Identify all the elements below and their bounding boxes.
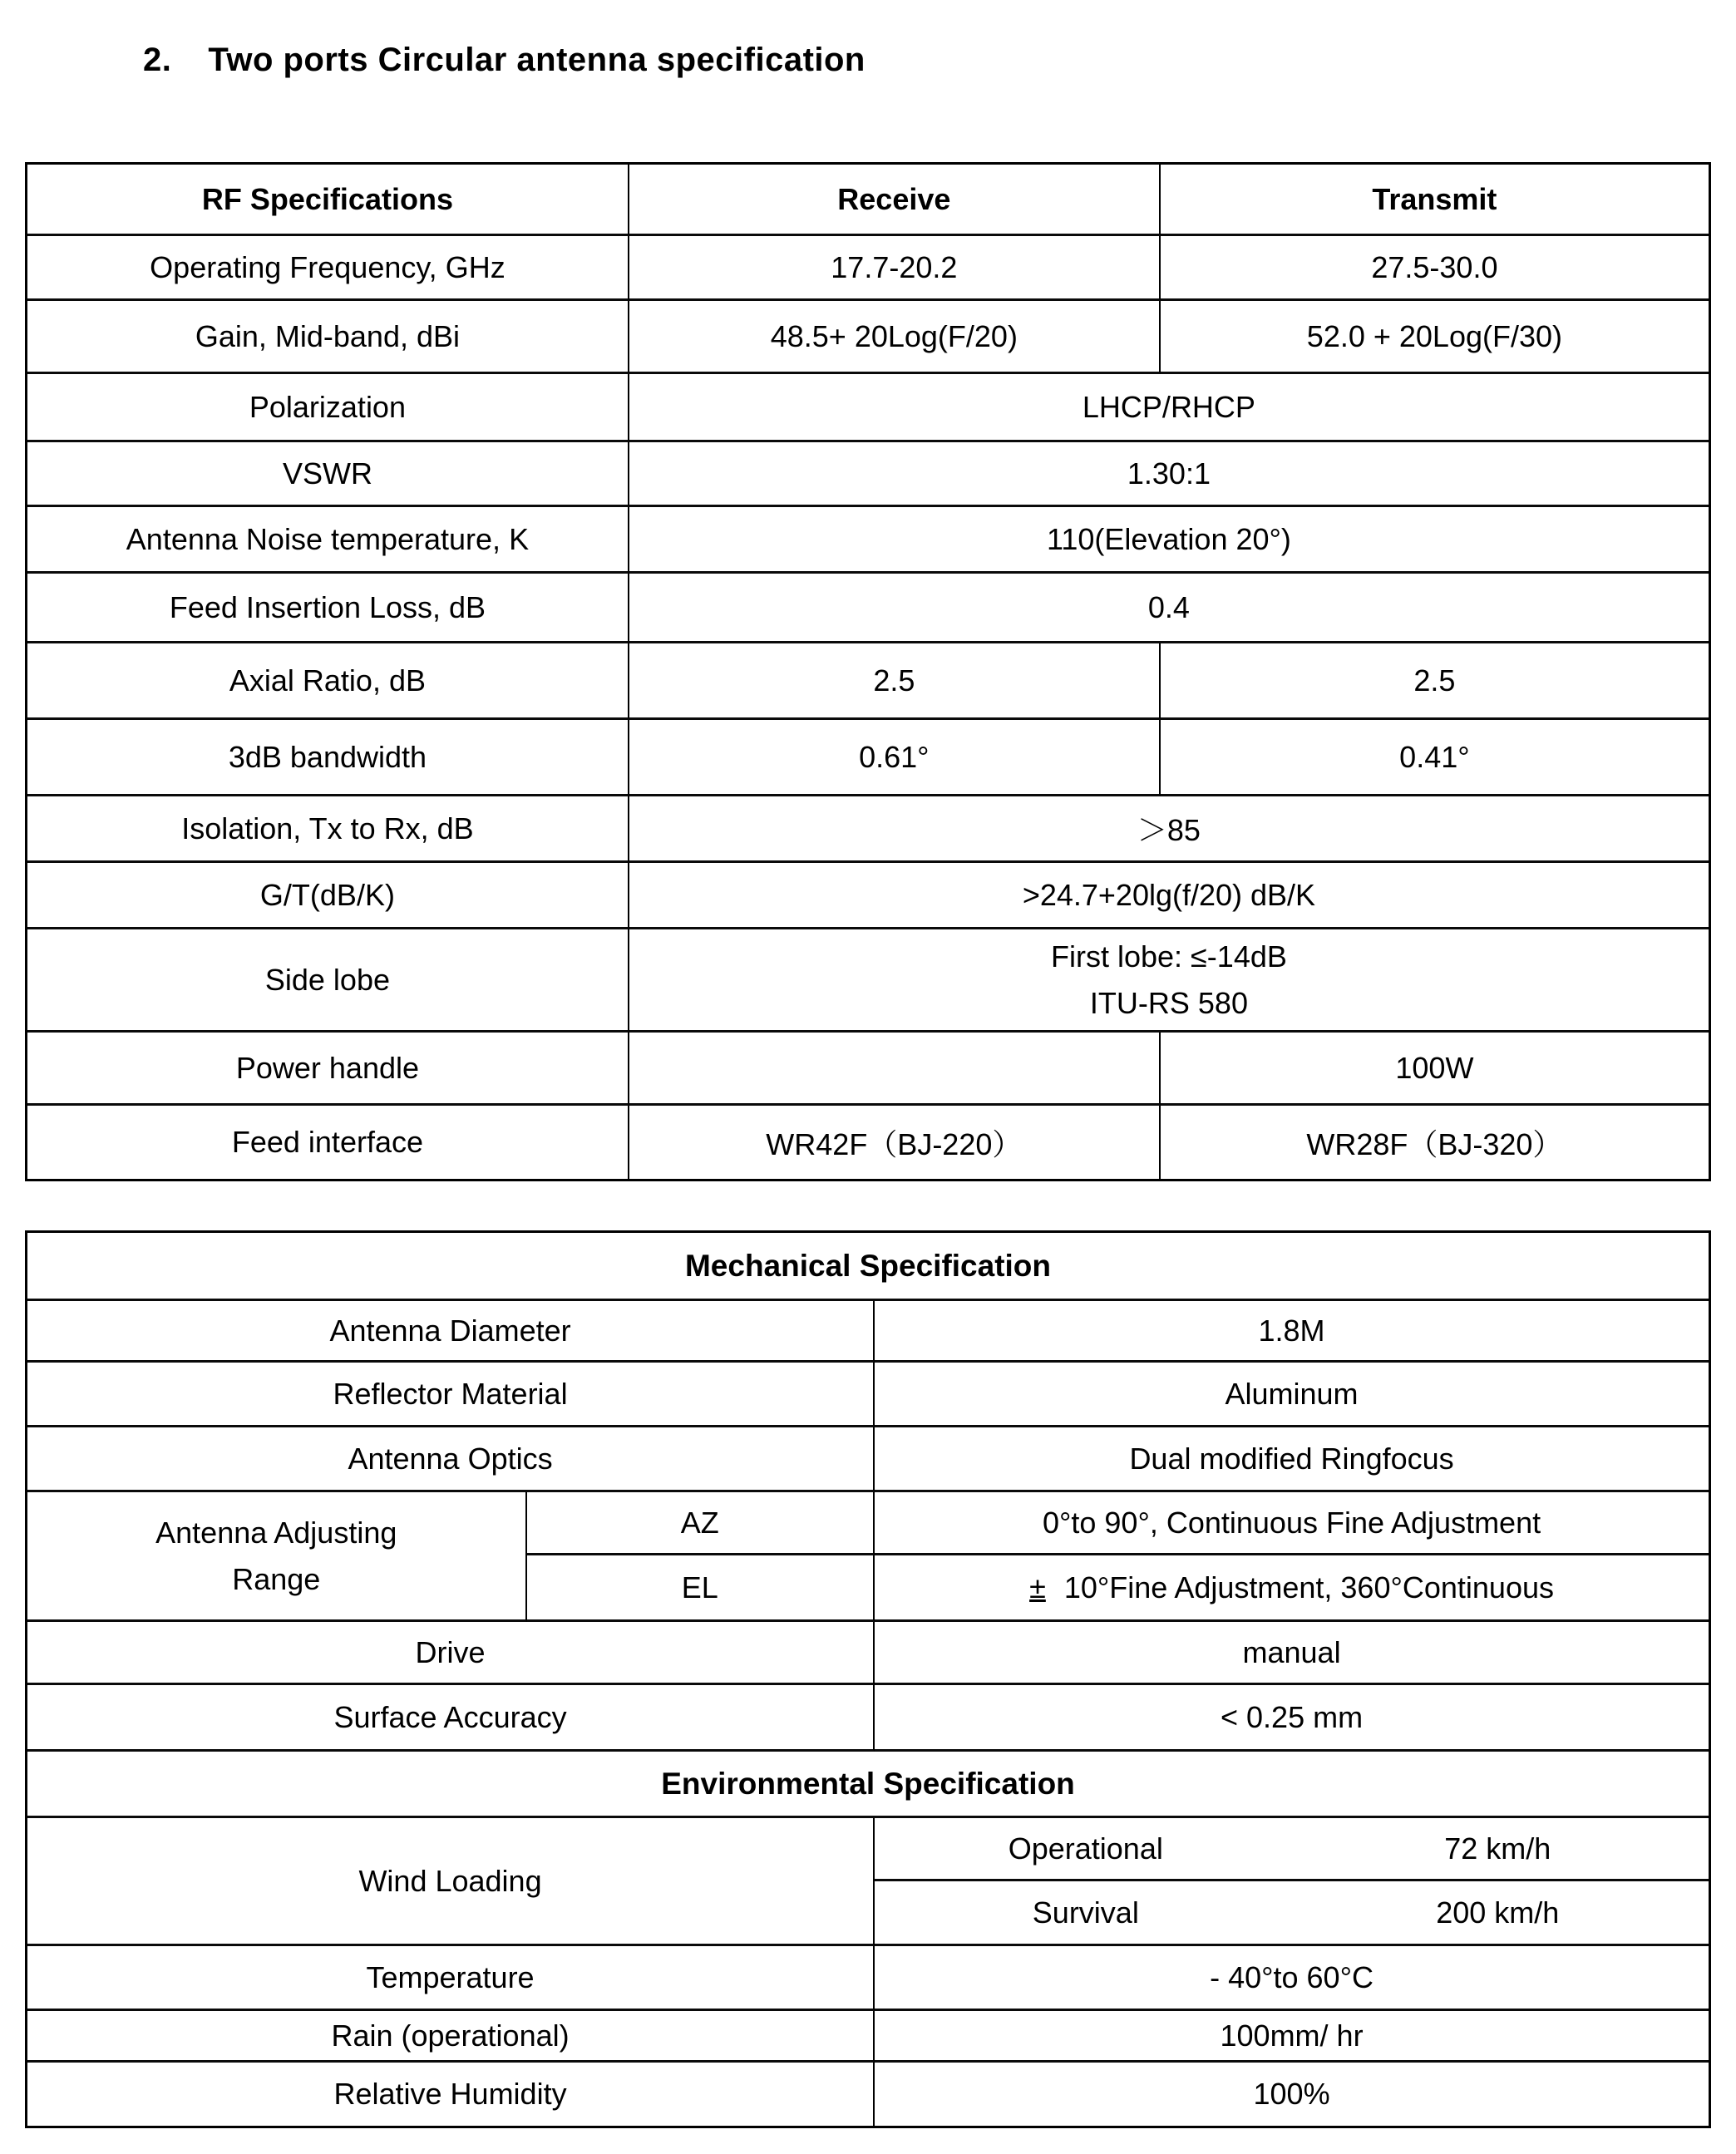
row-label: Temperature <box>27 1946 875 2011</box>
receive-value: 48.5+ 20Log(F/20) <box>629 301 1161 374</box>
wind-loading-label: Wind Loading <box>27 1818 875 1946</box>
adjusting-range-label <box>27 1492 527 1622</box>
mech-row-adjusting-range-az <box>27 1492 1709 1555</box>
merged-value: >24.7+20lg(f/20) dB/K <box>629 863 1709 929</box>
env-row-wind-loading-operational <box>27 1818 1709 1881</box>
side-lobe-line2: ITU-RS 580 <box>1089 985 1248 1020</box>
mech-row-reflector-material <box>27 1363 1709 1427</box>
receive-value-empty <box>629 1033 1161 1106</box>
transmit-value: 2.5 <box>1161 643 1709 720</box>
el-value-text: 10°Fine Adjustment, 360°Continuous <box>1063 1570 1554 1604</box>
rf-row-operating-frequency <box>27 236 1709 301</box>
page-title-text: Two ports Circular antenna specification <box>208 42 866 78</box>
page-title-number: 2. <box>143 42 172 78</box>
row-value: 1.8M <box>875 1301 1709 1363</box>
transmit-value: 52.0 + 20Log(F/30) <box>1161 301 1709 374</box>
env-row-temperature <box>27 1946 1709 2011</box>
row-value: < 0.25 mm <box>875 1685 1709 1752</box>
row-value: Dual modified Ringfocus <box>875 1427 1709 1492</box>
wind-survival-cell <box>875 1881 1709 1946</box>
environmental-section-row <box>27 1752 1709 1818</box>
row-label: Drive <box>27 1622 875 1685</box>
wind-operational-label: Operational <box>1008 1831 1163 1866</box>
wind-survival-value: 200 km/h <box>1436 1895 1560 1930</box>
row-value: 100% <box>1253 2077 1330 2111</box>
merged-value: LHCP/RHCP <box>629 374 1709 442</box>
row-label: Antenna Diameter <box>27 1301 875 1363</box>
merged-value <box>629 929 1709 1033</box>
rf-header-transmit: Transmit <box>1161 165 1709 236</box>
row-label: Side lobe <box>27 929 629 1033</box>
row-label: 3dB bandwidth <box>27 720 629 796</box>
receive-value: WR42F（BJ-220） <box>629 1106 1161 1179</box>
mech-row-drive <box>27 1622 1709 1685</box>
row-label: G/T(dB/K) <box>27 863 629 929</box>
page-title <box>143 42 866 79</box>
row-label: Surface Accuracy <box>27 1685 875 1752</box>
row-value: - 40°to 60°C <box>875 1946 1709 2011</box>
wind-operational-value: 72 km/h <box>1444 1831 1551 1866</box>
mechanical-section-title: Mechanical Specification <box>27 1233 1709 1301</box>
wind-survival-label: Survival <box>1032 1895 1139 1930</box>
rf-row-gain <box>27 301 1709 374</box>
rf-row-noise-temperature <box>27 507 1709 574</box>
receive-value: 2.5 <box>629 643 1161 720</box>
az-label: AZ <box>527 1492 875 1555</box>
receive-value: 17.7-20.2 <box>629 236 1161 301</box>
receive-value: 0.61° <box>629 720 1161 796</box>
transmit-value: WR28F（BJ-320） <box>1306 1126 1563 1161</box>
rf-row-side-lobe <box>27 929 1709 1033</box>
rf-row-gt <box>27 863 1709 929</box>
transmit-value: 0.41° <box>1161 720 1709 796</box>
rf-header-receive: Receive <box>629 165 1161 236</box>
merged-value: 110(Elevation 20°) <box>629 507 1709 574</box>
transmit-value: 100W <box>1161 1033 1709 1106</box>
row-label: Rain (operational) <box>27 2011 875 2063</box>
adjusting-range-label-line2: Range <box>232 1561 321 1596</box>
mechanical-environmental-table <box>25 1230 1711 2128</box>
rf-row-isolation <box>27 796 1709 863</box>
row-label: Feed interface <box>27 1106 629 1179</box>
environmental-section-title: Environmental Specification <box>27 1752 1709 1818</box>
mechanical-section-row <box>27 1233 1709 1301</box>
mech-row-antenna-optics <box>27 1427 1709 1492</box>
row-label: Axial Ratio, dB <box>27 643 629 720</box>
rf-row-axial-ratio <box>27 643 1709 720</box>
row-label: VSWR <box>27 442 629 507</box>
az-value: 0°to 90°, Continuous Fine Adjustment <box>875 1492 1709 1555</box>
row-label: Antenna Noise temperature, K <box>27 507 629 574</box>
merged-value: 0.4 <box>629 574 1709 643</box>
transmit-value: 27.5-30.0 <box>1161 236 1709 301</box>
row-label: Antenna Optics <box>27 1427 875 1492</box>
row-label: Relative Humidity <box>27 2063 875 2126</box>
row-label: Feed Insertion Loss, dB <box>27 574 629 643</box>
row-label: Polarization <box>27 374 629 442</box>
row-label: Power handle <box>27 1033 629 1106</box>
rf-row-polarization <box>27 374 1709 442</box>
rf-row-feed-interface <box>27 1106 1709 1179</box>
rf-row-feed-insertion-loss <box>27 574 1709 643</box>
env-row-humidity <box>27 2063 1709 2126</box>
el-value <box>875 1555 1709 1622</box>
mech-row-antenna-diameter <box>27 1301 1709 1363</box>
row-value: manual <box>875 1622 1709 1685</box>
row-value: Aluminum <box>875 1363 1709 1427</box>
row-value: 100mm/ hr <box>875 2011 1709 2063</box>
plus-minus-sign: ± <box>1029 1570 1046 1604</box>
rf-header-row <box>27 165 1709 236</box>
rf-row-vswr <box>27 442 1709 507</box>
merged-value: ＞85 <box>629 796 1709 863</box>
adjusting-range-label-line1: Antenna Adjusting <box>155 1515 397 1550</box>
row-label: Gain, Mid-band, dBi <box>27 301 629 374</box>
wind-operational-cell <box>875 1818 1709 1881</box>
rf-specifications-table <box>25 162 1711 1181</box>
rf-row-3db-bandwidth <box>27 720 1709 796</box>
el-label: EL <box>527 1555 875 1622</box>
rf-header-specs: RF Specifications <box>27 165 629 236</box>
env-row-rain <box>27 2011 1709 2063</box>
merged-value: 1.30:1 <box>629 442 1709 507</box>
rf-row-power-handle <box>27 1033 1709 1106</box>
row-label: Reflector Material <box>27 1363 875 1427</box>
mech-row-surface-accuracy <box>27 1685 1709 1752</box>
side-lobe-line1: First lobe: ≤-14dB <box>1051 939 1287 973</box>
row-label: Isolation, Tx to Rx, dB <box>27 796 629 863</box>
row-label: Operating Frequency, GHz <box>27 236 629 301</box>
